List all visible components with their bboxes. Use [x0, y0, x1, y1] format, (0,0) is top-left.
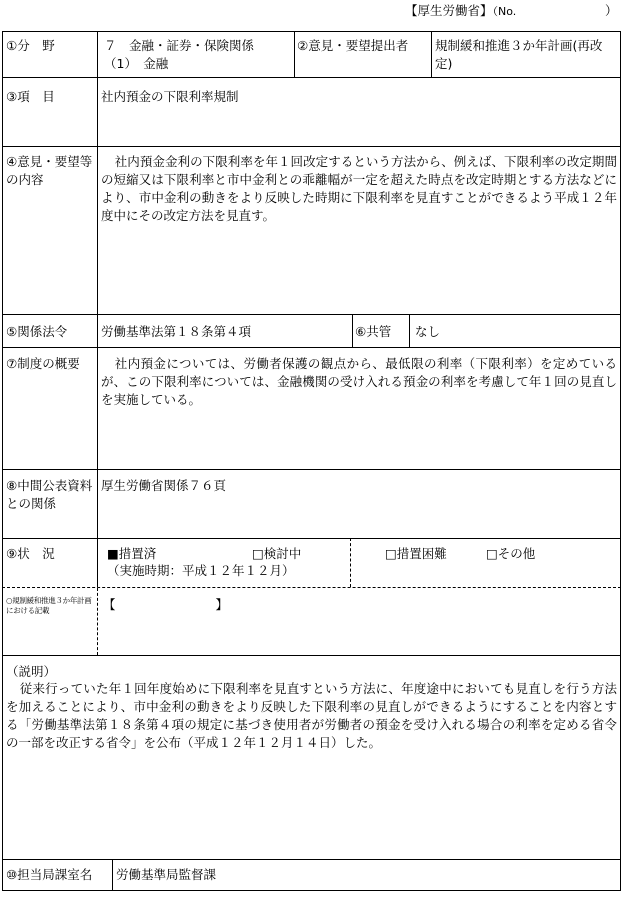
request-content: 社内預金金利の下限利率を年１回改定するという方法から、例えば、下限利率の改定期間の短縮又は下限利率と市中金利との乖離幅が一定を超えた時点を改定時期とする方法などにより、市中金利の動きをより反映した時期に下限利率を見直すことができるよう平成１２年度中にその改定方法を見直す。 — [101, 154, 617, 224]
system-overview-content: 社内預金については、労働者保護の観点から、最低限の利率（下限利率）を定めているが、この下限利率については、金融機関の受け入れる預金の利率を考慮して年１回の見直しを実施している。 — [101, 356, 617, 408]
field-label: ①分 野 — [6, 38, 55, 53]
item-label: ③項 目 — [6, 89, 55, 104]
request-label: ④意見・要望等の内容 — [6, 154, 93, 188]
status-other: □その他 — [486, 546, 536, 561]
status-date: （実施時期：平成１２年１２月） — [107, 563, 295, 578]
submitter-label: ②意見・要望提出者 — [297, 38, 409, 53]
interim-relation-label: ⑧中間公表資料との関係 — [6, 478, 93, 512]
ministry-label: 【厚生労働省】 — [405, 3, 493, 18]
related-law-label: ⑤関係法令 — [6, 324, 68, 339]
plan-record-label: ○規制緩和推進３か年計画における記載 — [6, 596, 92, 615]
joint-jurisdiction-label: ⑥共管 — [355, 324, 392, 339]
explanation-heading: （説明） — [6, 664, 57, 679]
system-overview-label: ⑦制度の概要 — [6, 356, 80, 371]
submitter-value: 規制緩和推進３か年計画(再改定) — [435, 38, 603, 72]
plan-record-value: 【 】 — [103, 597, 229, 612]
item-value: 社内預金の下限利率規制 — [101, 89, 239, 104]
responsible-division-label: ⑩担当局課室名 — [6, 867, 93, 882]
header — [405, 2, 635, 20]
status-label: ⑨状 況 — [6, 546, 55, 561]
status-difficult: □措置困難 — [385, 546, 447, 561]
interim-relation-value: 厚生労働省関係７６頁 — [101, 478, 227, 493]
status-done: ■措置済 — [107, 546, 157, 561]
status-review: □検討中 — [252, 546, 302, 561]
number-close: ） — [605, 3, 618, 18]
number-label: （No. — [492, 5, 517, 18]
field-value: ７ 金融・証券・保険関係 （1） 金融 — [104, 38, 255, 72]
related-law-value: 労働基準法第１８条第４項 — [101, 324, 252, 339]
joint-jurisdiction-value: なし — [415, 324, 441, 339]
responsible-division-value: 労働基準局監督課 — [116, 867, 217, 882]
explanation-body: 従来行っていた年１回年度始めに下限利率を見直すという方法に、年度途中においても見直しを行う方法を加えることにより、市中金利の動きをより反映した下限利率の見直しができるようにすることを内容とする「労働基準法第１８条第４項の規定に基づき使用者が労働者の預金を受け入れる場合の利率を定める省令の一部を改正する省令」を公布（平成１２年１２月１４日）した。 — [6, 681, 617, 751]
